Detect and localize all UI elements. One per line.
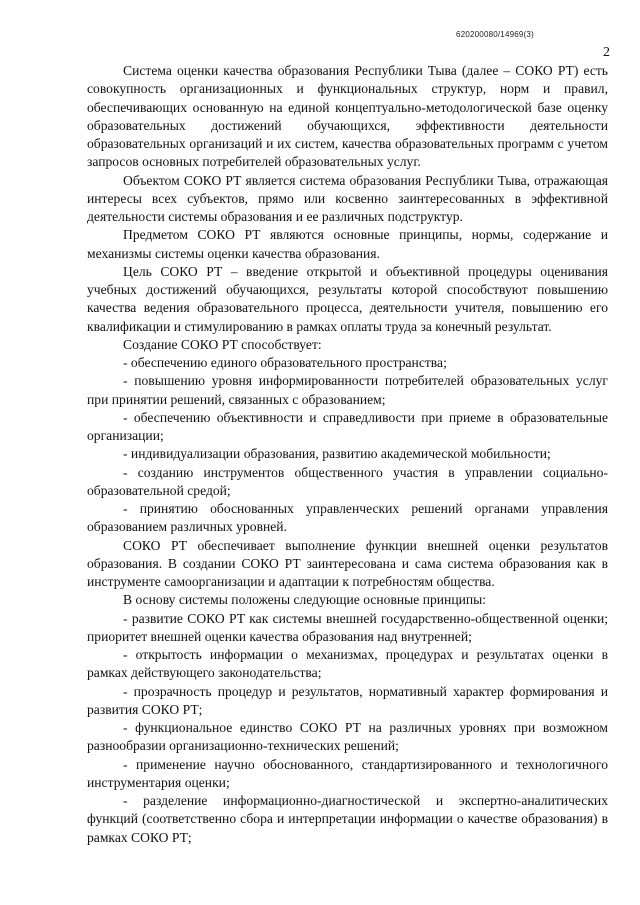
paragraph-soko-subject: Предметом СОКО РТ являются основные принципы, нормы, содержание и механизмы системы оценки качества образования.: [87, 227, 608, 261]
document-registration-code: 620200080/14969(3): [456, 30, 534, 39]
list-item: - созданию инструментов общественного участия в управлении социально-образовательной средой;: [87, 464, 608, 498]
list-item: - открытость информации о механизмах, процедурах и результатах оценки в рамках действующего законодательства;: [87, 647, 608, 681]
list-item: - разделение информационно-диагностической и экспертно-аналитических функций (соответственно сбора и интерпретации информации о качестве образования) в рамках СОКО РТ;: [87, 793, 608, 845]
paragraph-external-evaluation: СОКО РТ обеспечивает выполнение функции внешней оценки результатов образования. В создании СОКО РТ заинтересована и сама система образования как в инструменте самоорганизации и адаптации к потребностям общества.: [87, 537, 608, 589]
paragraph-soko-object: Объектом СОКО РТ является система образования Республики Тыва, отражающая интересы всех субъектов, прямо или косвенно заинтересованных в эффективной деятельности системы образования и ее различных подструктур.: [87, 172, 608, 224]
list-item: - обеспечению единого образовательного пространства;: [123, 355, 447, 370]
list-item: - повышению уровня информированности потребителей образовательных услуг при принятии решений, связанных с образованием;: [87, 373, 608, 407]
paragraph-principles-intro: В основу системы положены следующие основные принципы:: [123, 592, 487, 608]
list-item: - применение научно обоснованного, стандартизированного и технологичного инструментария оценки;: [87, 756, 608, 790]
list-item: - принятию обоснованных управленческих решений органами управления образованием различных уровней.: [87, 501, 608, 535]
list-item: - обеспечению объективности и справедливости при приеме в образовательные организации;: [87, 409, 608, 443]
paragraph-soko-definition: Система оценки качества образования Республики Тыва (далее – СОКО РТ) есть совокупность организационных и функциональных структур, норм и правил, обеспечивающих основанную на единой концептуально-методологической базе оценку образовательных достижений обучающихся, эффективности деятельности образовательных организаций и их систем, качества образовательных программ с учетом запросов основных потребителей образовательных услуг.: [87, 63, 608, 170]
list-item: - развитие СОКО РТ как системы внешней государственно-общественной оценки; приоритет внешней оценки качества образования над внутренней;: [87, 610, 608, 644]
paragraph-soko-goal: Цель СОКО РТ – введение открытой и объективной процедуры оценивания учебных достижений обучающихся, результаты которой способствуют повышению качества ведения образовательного процесса, деятельности учителя, повышению его квалификации и стимулированию в рамках оплаты труда за конечный результат.: [87, 263, 608, 334]
page-number: 2: [603, 45, 610, 60]
list-item: - прозрачность процедур и результатов, нормативный характер формирования и развития СОКО РТ;: [87, 683, 608, 717]
list-item: - функциональное единство СОКО РТ на различных уровнях при возможном разнообразии организационно-технических решений;: [87, 720, 608, 754]
document-body: [87, 62, 608, 847]
list-item: - индивидуализации образования, развитию академической мобильности;: [123, 446, 551, 462]
paragraph-contributes-intro: Создание СОКО РТ способствует:: [123, 336, 322, 352]
